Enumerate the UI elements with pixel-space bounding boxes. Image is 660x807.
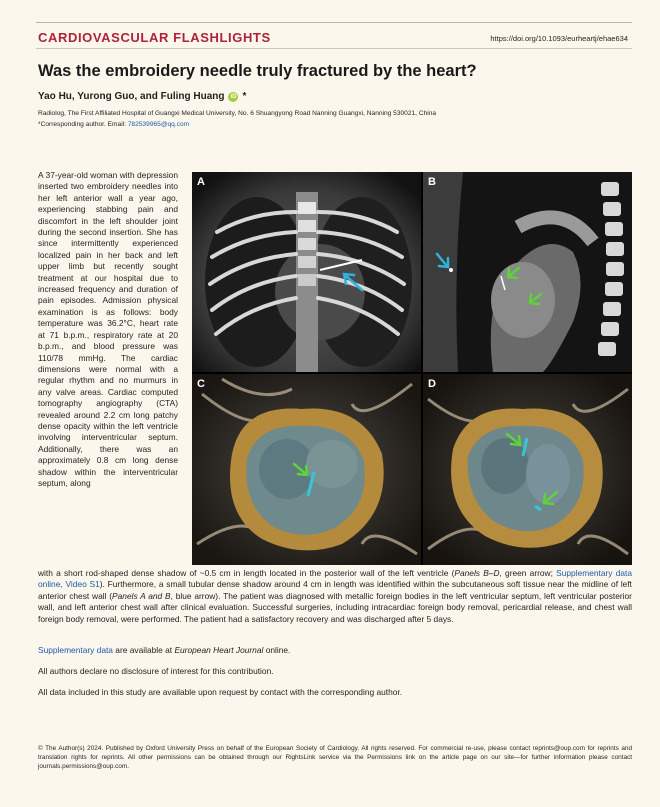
corresponding-email-link[interactable]: 782539965@qq.com [127, 121, 190, 128]
supplementary-video-link[interactable]: Supplementary data online, Video S1 [38, 568, 632, 590]
body-full-width-text [38, 568, 632, 625]
corresponding-author [38, 121, 189, 128]
body-panel-ref-2: Panels A and B [112, 590, 171, 601]
data-availability: All data included in this study are available upon request by contact with the corresponding author. [38, 687, 403, 697]
body-text-part-4: , blue arrow). The patient was diagnosed with metallic foreign bodies in the left ventricular septum, left ventricular posterior wall, and left anterior chest wall after clinical evaluation. Successful surgeries, including intracardiac foreign body removal, pericardial release, and chest wall foreign body removal, were performed. The patient had a satisfactory recovery and was discharged after 5 days. [38, 590, 632, 624]
header-rule [36, 48, 632, 49]
corresponding-prefix: *Corresponding author. Email: [38, 121, 126, 128]
top-rule [36, 22, 632, 23]
doi-link[interactable]: https://doi.org/10.1093/eurheartj/ehae634 [490, 34, 628, 43]
article-title: Was the embroidery needle truly fractured by the heart? [38, 62, 477, 80]
body-text-part-1: with a short rod-shaped dense shadow of ~0.5 cm in length located in the posterior wall of the left ventricle ( [38, 568, 455, 578]
conflict-of-interest: All authors declare no disclosure of interest for this contribution. [38, 666, 274, 676]
panel-label-c: C [197, 378, 205, 390]
orcid-icon[interactable]: iD [230, 93, 237, 100]
panel-label-a: A [197, 176, 205, 188]
body-column-text: A 37-year-old woman with depression inserted two embroidery needles into her left anterior wall a year ago, experiencing stabbing pain and discomfort in the left shoulder joint during the second insertion. She has since intermittently experienced localized pain in her back and left upper limb but recently sought treatment at our hospital due to increased frequency and duration of pain episodes. Admission physical examination is as follows: body temperature was 36.2°C, heart rate at 71 b.p.m., respiratory rate at 20 b.p.m., and blood pressure was 110/78 mmHg. The cardiac dimensions were normal with a regular rhythm and no murmurs in any valve areas. Cardiac computed tomography angiography (CTA) revealed around 2.2 cm long patchy dense opacity within the left ventricle involving interventricular septum. Additionally, there was an approximately 0.8 cm long dense shadow within the interventricular septum, along [38, 170, 178, 488]
supplementary-text: are available at [112, 645, 175, 655]
supplementary-end: online. [263, 645, 291, 655]
body-text-part-3: ). Furthermore, a small tubular dense shadow around 4 cm in length was identified within the subcutaneous soft tissue near the midline of left anterior chest wall ( [38, 579, 632, 601]
figure-panel-b [423, 172, 632, 372]
panel-label-d: D [428, 378, 436, 390]
cardiac-3d-render-d [423, 374, 632, 565]
supplementary-data-link[interactable]: Supplementary data [38, 645, 113, 655]
author-line [38, 91, 246, 102]
author-names: Yao Hu, Yurong Guo, and Fuling Huang [38, 91, 225, 102]
supplementary-statement [38, 645, 290, 655]
figure-panel-c [192, 374, 421, 565]
author-asterisk: * [242, 91, 247, 102]
figure-panel-d [423, 374, 632, 565]
ct-sagittal-image [423, 172, 632, 372]
journal-name: European Heart Journal [174, 645, 264, 655]
ct-coronal-image [192, 172, 421, 372]
cardiac-3d-render-c [192, 374, 421, 565]
section-label: CARDIOVASCULAR FLASHLIGHTS [38, 30, 271, 45]
affiliation: Radiolog, The First Affiliated Hospital of Guangxi Medical University, No. 6 Shuangyong Road Nanning Guangxi, Nanning 530021, China [38, 110, 437, 117]
figure-composite [192, 172, 632, 565]
panel-label-b: B [428, 176, 436, 188]
body-panel-ref-1: Panels B–D [454, 568, 500, 578]
body-text-part-2: , green arrow; [499, 568, 557, 578]
copyright-notice: © The Author(s) 2024. Published by Oxford University Press on behalf of the European Society of Cardiology. All rights reserved. For commercial re-use, please contact reprints@oup.com for reprints and translation rights for reprints. All other permissions can be obtained through our RightsLink service via the Permissions link on the article page on our site—for further information please contact journals.permissions@oup.com. [38, 745, 632, 770]
figure-panel-a [192, 172, 421, 372]
